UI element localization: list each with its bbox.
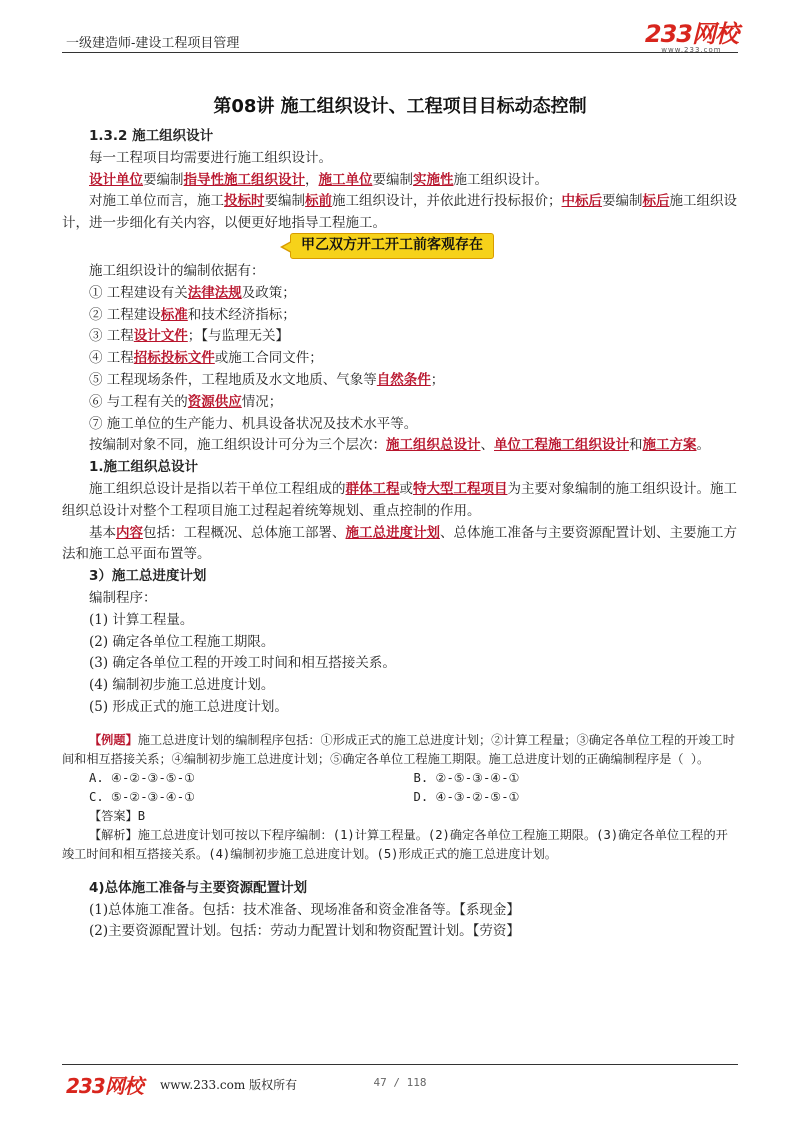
term: 设计单位 (89, 171, 143, 188)
example-block (62, 731, 738, 864)
term: 指导性施工组织设计 (183, 171, 305, 188)
header-rule (62, 52, 738, 53)
term: 特大型工程项目 (413, 480, 508, 497)
page-body (62, 126, 738, 943)
paragraph: 施工组织设计的编制依据有： (89, 262, 265, 279)
page-number: 47 / 118 (373, 1076, 427, 1089)
basis-item: ⑤ 工程现场条件，工程地质及水文地质、气象等自然条件； (89, 371, 445, 388)
list-item: (2)主要资源配置计划。包括：劳动力配置计划和物资配置计划。【劳资】 (89, 923, 520, 940)
prep-section (62, 878, 738, 943)
logo-url: www.233.com (661, 46, 722, 54)
step-item: (1) 计算工程量。 (89, 611, 194, 628)
header-course: 一级建造师-建设工程项目管理 (66, 36, 240, 51)
option-a: A. ④-②-③-⑤-① (89, 770, 195, 785)
step-item: (2) 确定各单位工程施工期限。 (89, 633, 275, 650)
term: 实施性 (413, 171, 454, 188)
section-heading: 1.3.2 施工组织设计 (89, 128, 214, 144)
paragraph: 基本内容包括：工程概况、总体施工部署、施工总进度计划、总体施工准备与主要资源配置计划、主要施工方法和施工总平面布置等。 (62, 524, 737, 563)
footer-copyright: www.233.com 版权所有 (160, 1078, 298, 1092)
term: 招标投标文件 (133, 350, 215, 367)
paragraph: 施工组织总设计是指以若干单位工程组成的群体工程或特大型工程项目为主要对象编制的施工组织设计。施工组织总设计对整个工程项目施工过程起着统筹规划、重点控制的作用。 (62, 480, 737, 519)
basis-list (62, 283, 738, 436)
paragraph: 对施工单位而言，施工投标时要编制标前施工组织设计，并依此进行投标报价；中标后要编制标后施工组织设计，进一步细化有关内容，以便更好地指导工程施工。 (62, 193, 737, 232)
page-title: 第08讲 施工组织设计、工程项目目标动态控制 (213, 96, 587, 117)
basis-item: ⑥ 与工程有关的资源供应情况； (89, 393, 283, 410)
option-row (62, 769, 738, 788)
option-row (62, 788, 738, 807)
option-b: B. ②-⑤-③-④-① (413, 770, 520, 785)
term: 资源供应 (187, 393, 242, 410)
paragraph: 编制程序： (89, 589, 157, 606)
term: 施工总进度计划 (345, 524, 440, 541)
paragraph: 每一工程项目均需要进行施工组织设计。 (89, 149, 332, 166)
section-heading: 1.施工组织总设计 (89, 459, 199, 476)
paragraph: 设计单位要编制指导性施工组织设计，施工单位要编制实施性施工组织设计。 (89, 171, 548, 188)
section-heading: 3）施工总进度计划 (89, 568, 207, 585)
callout-note: 甲乙双方开工开工前客观存在 (290, 233, 494, 259)
term: 设计文件 (133, 328, 188, 345)
footer-rule (62, 1064, 738, 1065)
basis-item: ④ 工程招标投标文件或施工合同文件； (89, 350, 323, 367)
option-c: C. ⑤-②-③-④-① (89, 789, 195, 804)
steps-list (62, 610, 738, 719)
example-answer: 【答案】B (89, 808, 146, 823)
example-question: 【例题】施工总进度计划的编制程序包括：①形成正式的施工总进度计划；②计算工程量；③确定各单位工程的开竣工时间和相互搭接关系；④编制初步施工总进度计划；⑤确定各单位工程施工期限。施工总进度计划的正确编制程序是（ ）。 (62, 732, 735, 766)
step-item: (4) 编制初步施工总进度计划。 (89, 677, 275, 694)
section-heading: 4)总体施工准备与主要资源配置计划 (89, 879, 308, 896)
list-item: (1)总体施工准备。包括：技术准备、现场准备和资金准备等。【系现金】 (89, 901, 520, 918)
term: 内容 (116, 524, 143, 541)
example-tag: 【例题】 (89, 732, 138, 747)
term: 施工方案 (642, 437, 697, 454)
basis-item: ⑦ 施工单位的生产能力、机具设备状况及技术水平等。 (89, 415, 418, 432)
term: 中标后 (561, 193, 602, 210)
term: 标前 (305, 193, 332, 210)
term: 标后 (642, 193, 670, 210)
step-item: (5) 形成正式的施工总进度计划。 (89, 698, 288, 715)
term: 施工单位 (318, 171, 373, 188)
term: 单位工程施工组织设计 (494, 437, 629, 454)
option-d: D. ④-③-②-⑤-① (413, 789, 520, 804)
term: 标准 (160, 306, 188, 323)
step-item: (3) 确定各单位工程的开竣工时间和相互搭接关系。 (89, 655, 396, 672)
basis-item: ① 工程建设有关法律法规及政策； (89, 284, 296, 301)
footer-logo: 233网校 (66, 1074, 143, 1098)
term: 法律法规 (187, 284, 242, 301)
brand-logo (645, 22, 738, 54)
basis-item: ② 工程建设标准和技术经济指标； (89, 306, 296, 323)
term: 自然条件 (376, 371, 431, 388)
term: 投标时 (224, 193, 265, 210)
example-analysis: 【解析】施工总进度计划可按以下程序编制：(1)计算工程量。(2)确定各单位工程施工期限。(3)确定各单位工程的开竣工时间和相互搭接关系。(4)编制初步施工总进度计划。(5)形成正式的施工总进度计划。 (62, 827, 728, 861)
callout-row (62, 235, 738, 261)
basis-item: ③ 工程设计文件；【与监理无关】 (89, 328, 290, 345)
term: 施工组织总设计 (386, 437, 481, 454)
logo-text: 233网校 (644, 20, 738, 48)
term: 群体工程 (345, 480, 400, 497)
paragraph: 按编制对象不同，施工组织设计可分为三个层次：施工组织总设计、单位工程施工组织设计和施工方案。 (89, 437, 710, 454)
